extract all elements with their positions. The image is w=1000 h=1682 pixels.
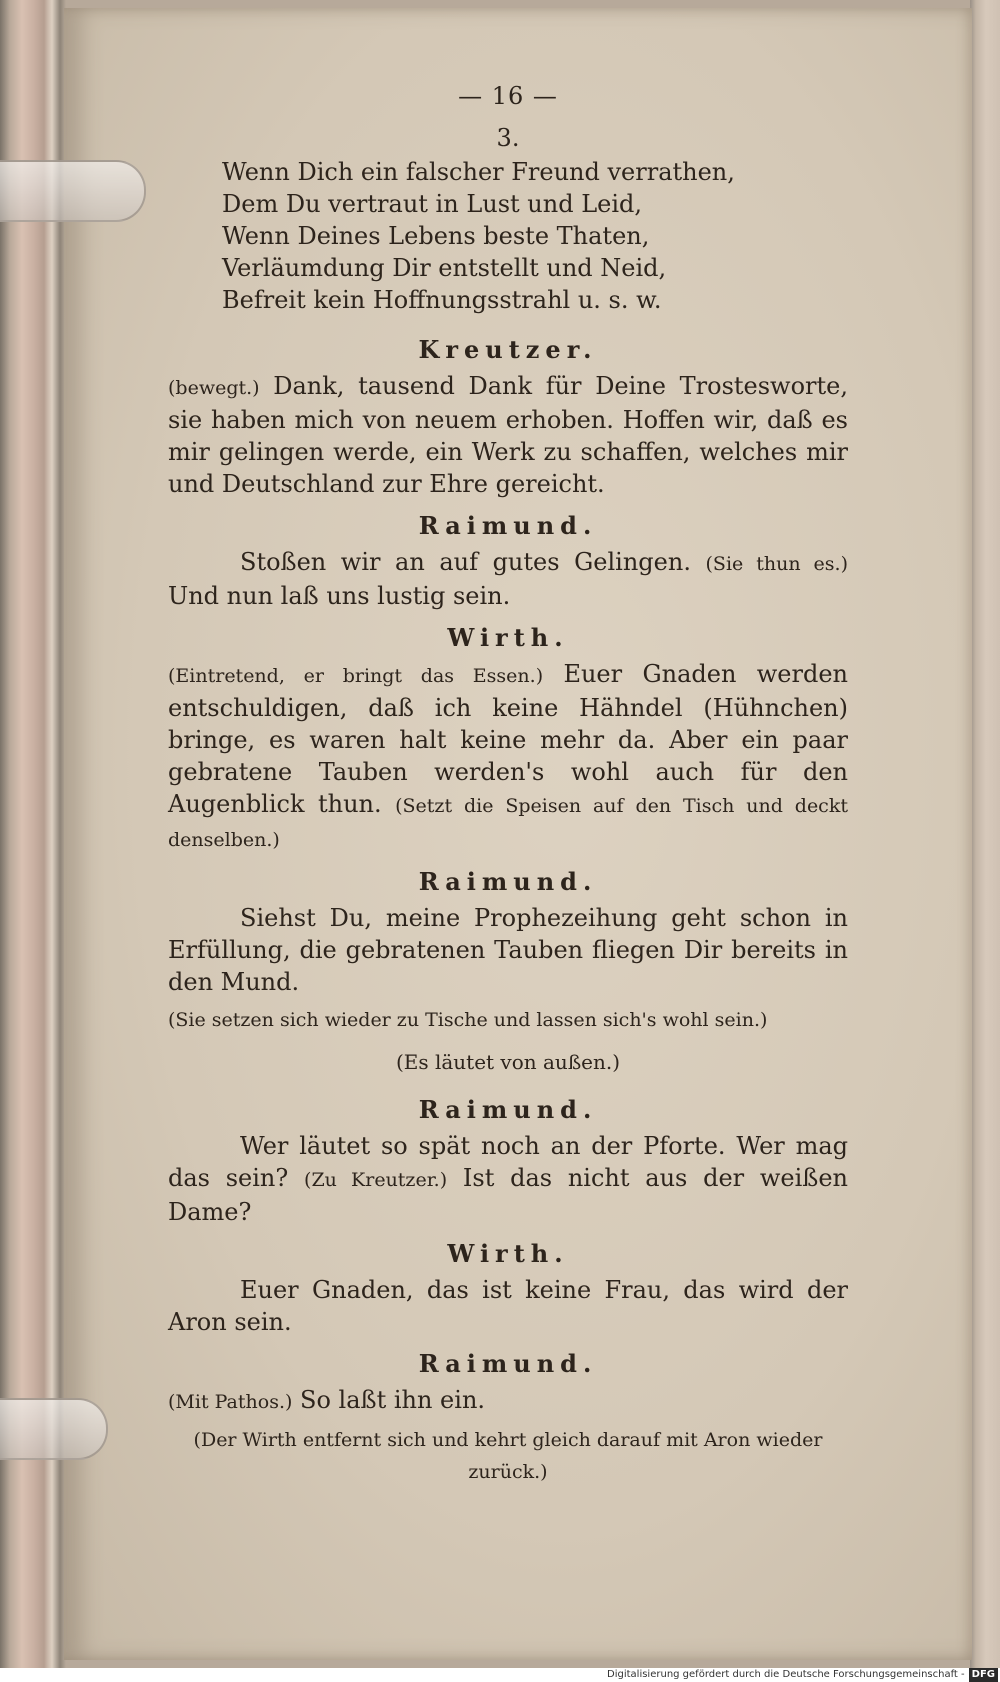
verse-line: Verläumdung Dir entstellt und Neid, [222,254,667,282]
verse-line: Befreit kein Hoffnungsstrahl u. s. w. [222,286,662,314]
dialogue-paragraph [168,546,848,612]
paper-clip-bottom [0,1398,108,1460]
dialogue-paragraph [168,1274,848,1338]
dialogue-text: Ist das nicht aus der weißen Dame? [168,1164,848,1226]
dialogue-text: Dank, tausend Dank für Deine Trostesworte, sie haben mich von neuem erhoben. Hoffen wir, daß es mir gelingen werde, ein Werk zu schaffen, welches mir und Deutschland zur Ehre gereicht. [168,372,848,498]
stage-direction: (Sie setzen sich wieder zu Tische und lassen sich's wohl sein.) [168,1009,768,1031]
verse-line: Dem Du vertraut in Lust und Leid, [222,190,643,218]
page-number: — 16 — [458,82,558,110]
dialogue-paragraph [168,658,848,856]
speaker-name: Raimund. [418,1095,598,1124]
digitization-footer [0,1668,1000,1682]
stage-direction: (Setzt die Speisen auf den Tisch und deckt denselben.) [168,795,848,851]
stage-direction: (Eintretend, er bringt das Essen.) [168,665,544,687]
dfg-logo: DFG [969,1668,998,1682]
footer-text: Digitalisierung gefördert durch die Deutsche Forschungsgemeinschaft - [607,1669,965,1680]
dialogue-paragraph [168,1384,848,1418]
speaker-name: Wirth. [447,1239,569,1268]
dialogue-text: So laßt ihn ein. [300,1386,486,1414]
verse [168,156,848,316]
dialogue-text: Euer Gnaden, das ist keine Frau, das wird der Aron sein. [168,1276,848,1336]
speaker-name: Raimund. [418,867,598,896]
verse-line: Wenn Dich ein falscher Freund verrathen, [222,158,735,186]
speaker-name: Wirth. [447,623,569,652]
dialogue-paragraph [168,1130,848,1228]
paper-clip-top [0,160,146,222]
book-cover-edge [970,0,1000,1668]
speaker-name: Raimund. [418,511,598,540]
page-text [168,80,848,1488]
speaker-name: Raimund. [418,1349,598,1378]
stage-direction: (Sie thun es.) [705,553,848,575]
stage-direction: (Es läutet von außen.) [395,1050,621,1074]
dialogue-text: Euer Gnaden werden entschuldigen, daß ich keine Hähndel (Hühnchen) bringe, es waren halt keine mehr da. Aber ein paar gebratene Tauben werden's wohl auch für den Augenblick thun. [168,660,848,818]
stage-direction: (Mit Pathos.) [168,1391,293,1413]
stage-direction: (Der Wirth entfernt sich und kehrt gleich darauf mit Aron wieder zurück.) [193,1429,823,1483]
dialogue-paragraph [168,370,848,500]
dialogue-paragraph [168,902,848,998]
speaker-name: Kreutzer. [418,335,598,364]
dialogue-text: Und nun laß uns lustig sein. [168,582,511,610]
stage-direction: (Zu Kreutzer.) [304,1169,448,1191]
dialogue-text: Stoßen wir an auf gutes Gelingen. [240,548,691,576]
dialogue-text: Siehst Du, meine Prophezeihung geht schon in Erfüllung, die gebratenen Tauben fliegen Dir bereits in den Mund. [168,904,848,996]
stanza-number: 3. [496,124,520,152]
stage-direction: (bewegt.) [168,377,260,399]
verse-line: Wenn Deines Lebens beste Thaten, [222,222,650,250]
dialogue-text: Wer läutet so spät noch an der Pforte. Wer mag das sein? [168,1132,848,1192]
